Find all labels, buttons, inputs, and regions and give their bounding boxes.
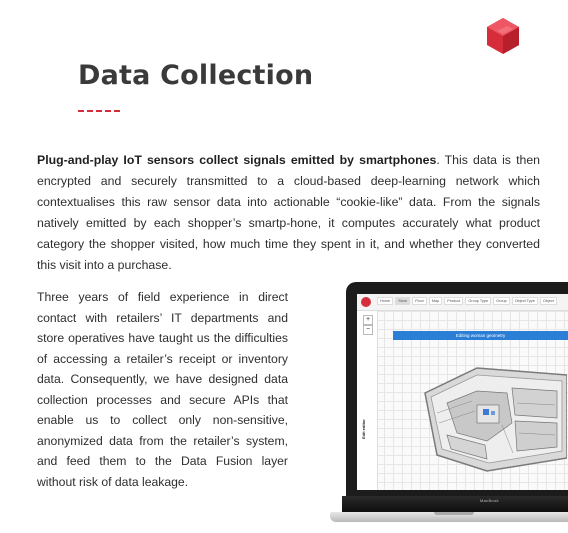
map-canvas[interactable] bbox=[357, 311, 568, 490]
red-cube-logo-icon bbox=[483, 16, 523, 56]
nav-tab-group-type[interactable]: Group Type bbox=[465, 297, 491, 305]
editor-side-panel bbox=[357, 311, 378, 490]
nav-tab-home[interactable]: Home bbox=[377, 297, 393, 305]
nav-tab-object-type[interactable]: Object Type bbox=[512, 297, 538, 305]
laptop-base-notch bbox=[434, 512, 474, 515]
title-dashed-rule bbox=[78, 110, 120, 112]
zoom-out-button[interactable]: − bbox=[363, 325, 373, 335]
experience-paragraph: Three years of field experience in direct contact with retailers’ IT departments and store operatives have taught us the difficulties of accessing a retailer’s receipt or inventory data. Consequently, we have designed data collection processes and secure APIs that enable us to collect only non-sensitive, anonymized data from the retailer’s system, and feed them to the Data Fusion layer without risk of data leakage. bbox=[37, 290, 288, 489]
intro-lead: Plug-and-play IoT sensors collect signals emitted by smartphones bbox=[37, 153, 437, 167]
side-panel-label: Edit editor bbox=[361, 419, 366, 439]
nav-tab-group[interactable]: Group bbox=[493, 297, 510, 305]
nav-tab-object[interactable]: Object bbox=[540, 297, 557, 305]
intro-rest: . This data is then encrypted and securely transmitted to a cloud-based deep-learning network which contextualises this raw sensor data into actionable “cookie-like” data. From the signals natively emitted by each shopper’s smartp-hone, it computes accurately what product category the shopper visited, how much time they spent in it, and whether they converted this visit into a purchase. bbox=[37, 153, 540, 272]
editing-banner: Editing woman geometry bbox=[393, 331, 568, 340]
store-floorplan-icon bbox=[417, 363, 567, 473]
laptop-screen bbox=[357, 294, 568, 490]
nav-tab-store[interactable]: Store bbox=[395, 297, 410, 305]
zoom-in-button[interactable]: + bbox=[363, 315, 373, 325]
laptop-brand-label: MacBook bbox=[480, 498, 499, 503]
nav-tab-floor[interactable]: Floor bbox=[412, 297, 427, 305]
app-navbar bbox=[357, 294, 568, 311]
page-title: Data Collection bbox=[78, 60, 314, 91]
app-logo-icon bbox=[361, 297, 371, 307]
laptop-mockup bbox=[330, 276, 568, 526]
intro-paragraph bbox=[37, 150, 540, 276]
nav-tab-map[interactable]: Map bbox=[429, 297, 442, 305]
nav-tabs bbox=[377, 297, 557, 305]
nav-tab-product[interactable]: Product bbox=[444, 297, 463, 305]
laptop-hinge bbox=[342, 496, 568, 512]
